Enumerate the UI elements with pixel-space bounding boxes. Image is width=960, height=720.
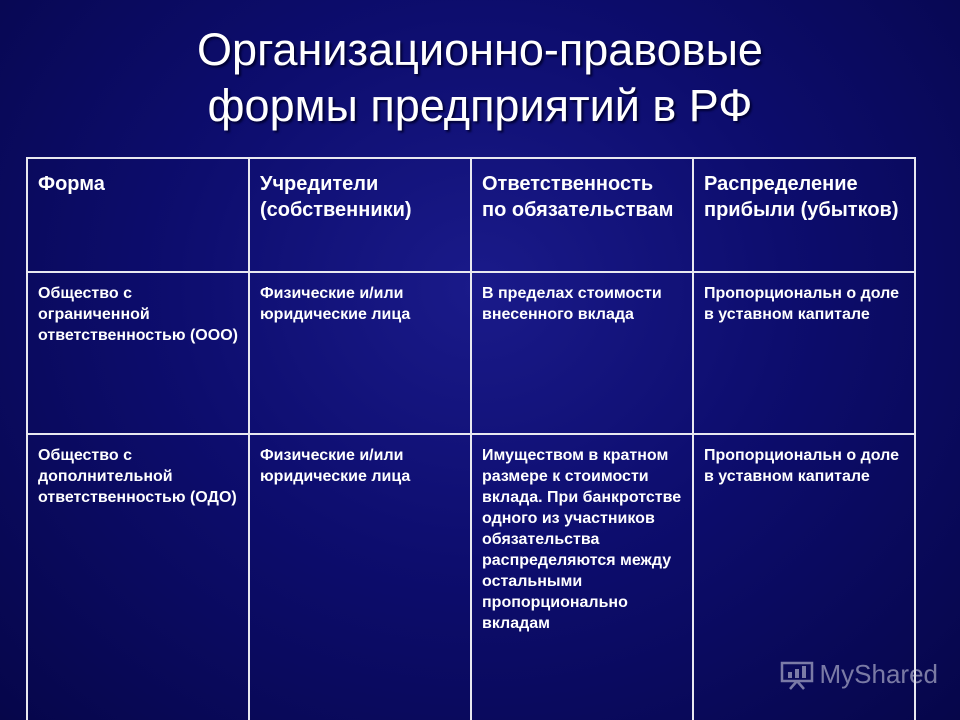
cell-liability: В пределах стоимости внесенного вклада — [471, 272, 693, 434]
watermark — [780, 659, 939, 690]
cell-profit: Пропорциональн о доле в уставном капитале — [693, 434, 915, 720]
page-title — [0, 22, 960, 134]
watermark-text: MyShared — [819, 659, 938, 689]
header-profit: Распределение прибыли (убытков) — [693, 158, 915, 272]
legal-forms-table — [26, 157, 916, 720]
header-form: Форма — [27, 158, 249, 272]
cell-profit: Пропорциональн о доле в уставном капитале — [693, 272, 915, 434]
cell-founders: Физические и/или юридические лица — [249, 272, 471, 434]
title-line-2: формы предприятий в РФ — [207, 80, 753, 131]
cell-liability: Имуществом в кратном размере к стоимости вклада. При банкротстве одного из участников обязательства распределяются между остальными пропорционально вкладам — [471, 434, 693, 720]
cell-form: Общество с ограниченной ответственностью (ООО) — [27, 272, 249, 434]
cell-form: Общество с дополнительной ответственностью (ОДО) — [27, 434, 249, 720]
header-liability: Ответственность по обязательствам — [471, 158, 693, 272]
header-founders: Учредители (собственники) — [249, 158, 471, 272]
table-header-row — [27, 158, 915, 272]
title-line-1: Организационно-правовые — [197, 24, 763, 75]
presentation-icon — [780, 660, 814, 690]
table-row — [27, 272, 915, 434]
cell-founders: Физические и/или юридические лица — [249, 434, 471, 720]
